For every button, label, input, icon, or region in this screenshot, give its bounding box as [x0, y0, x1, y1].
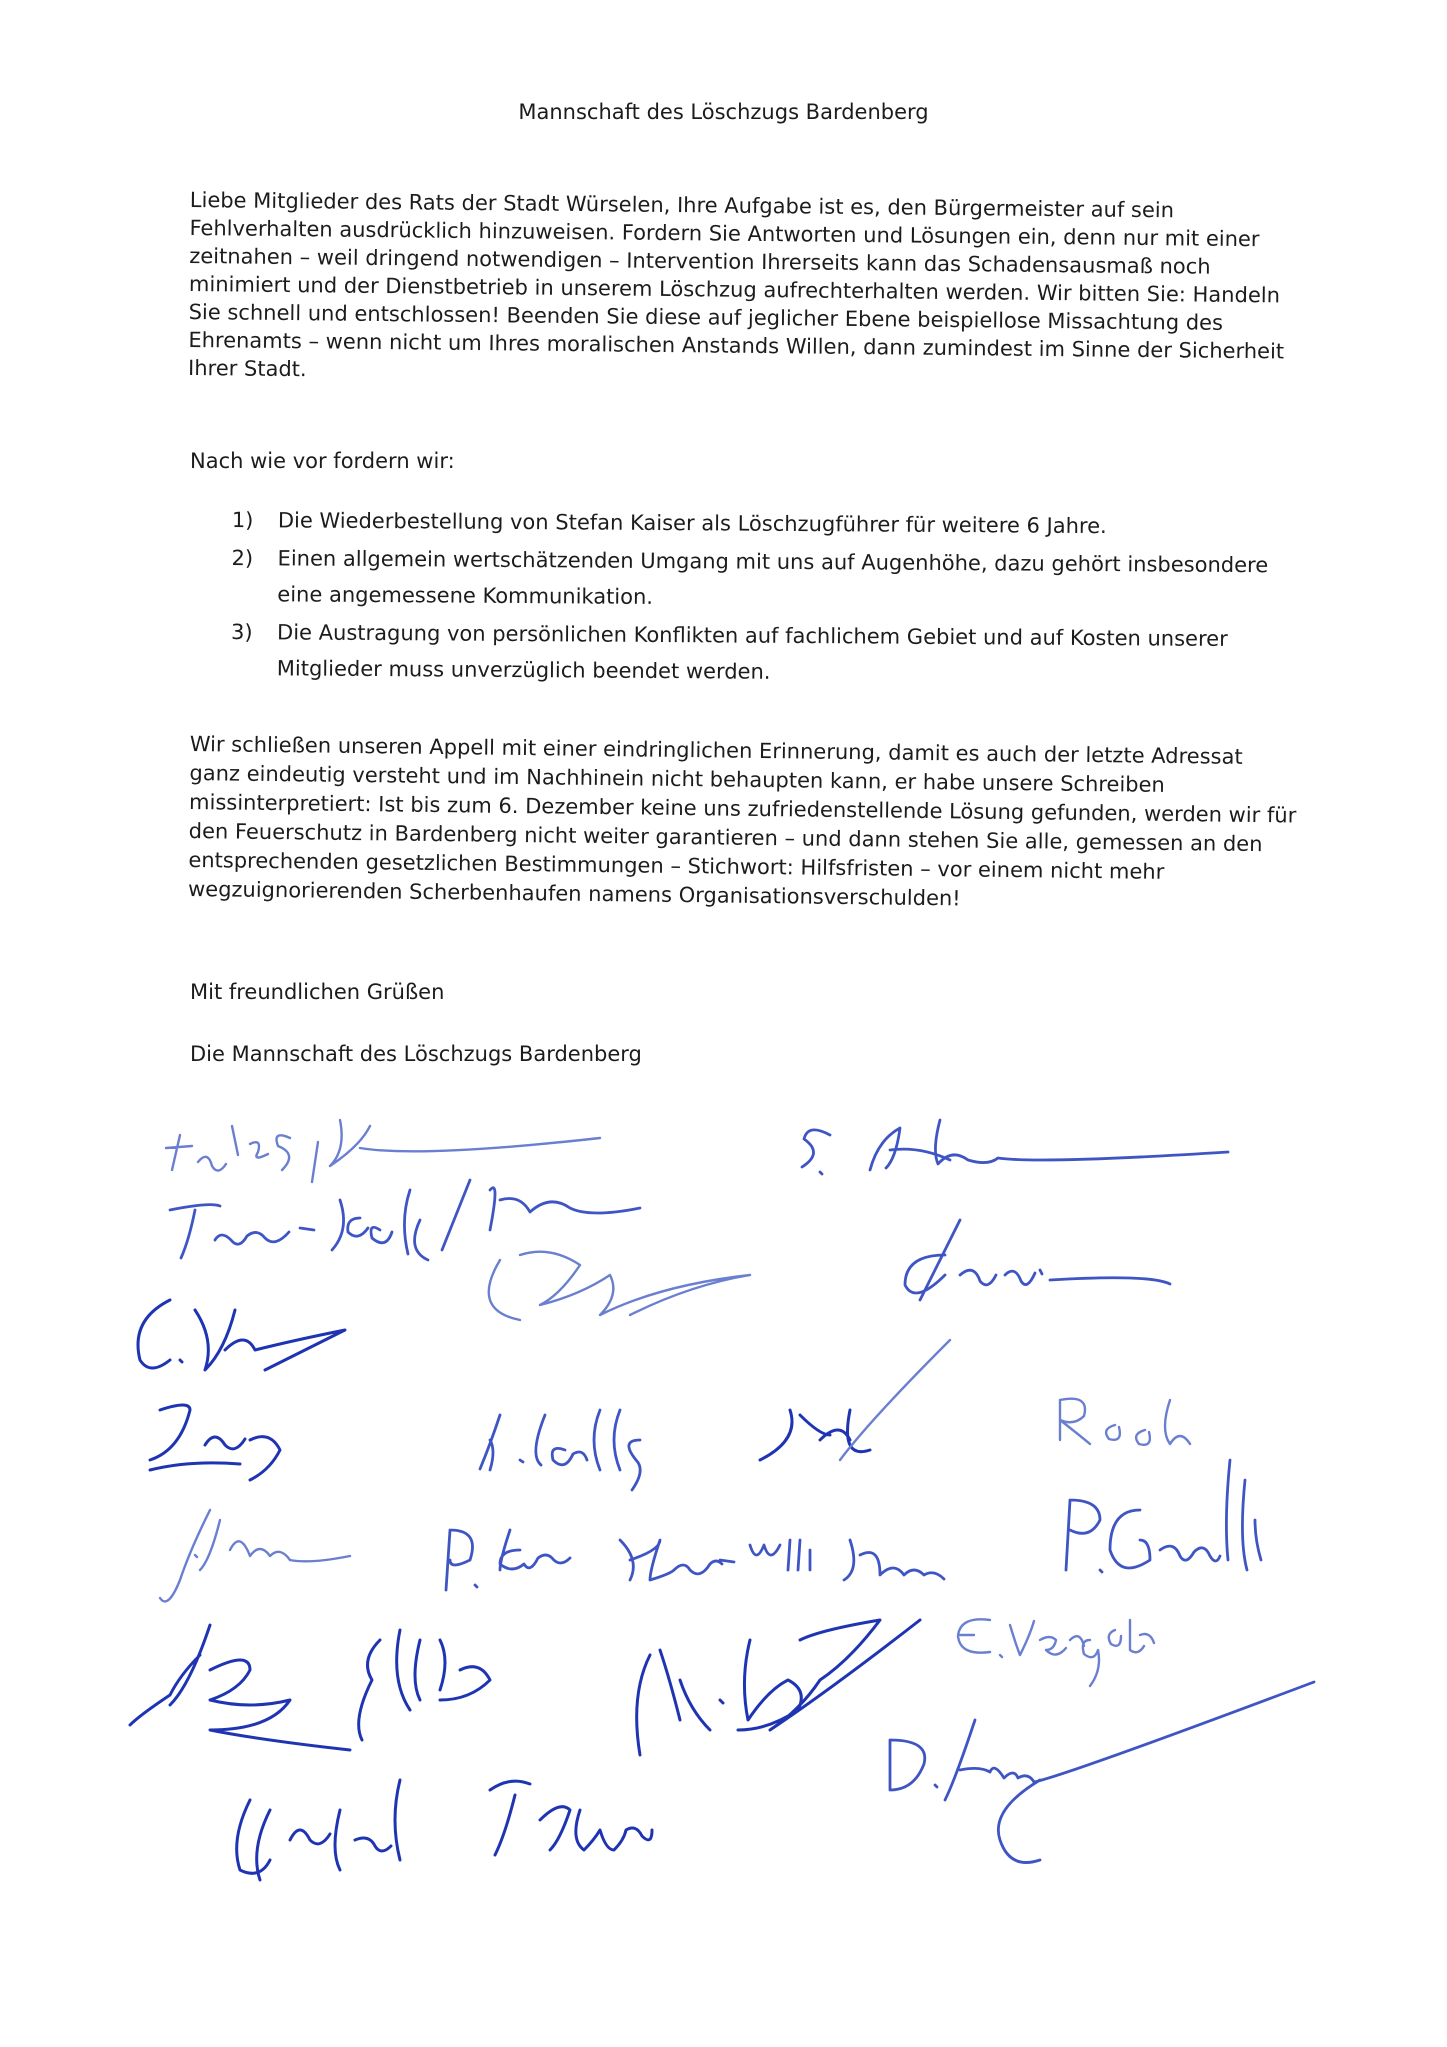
- demand-number: 2): [231, 545, 254, 571]
- signature: [1060, 1399, 1190, 1445]
- demand-item: [232, 502, 1272, 545]
- signature: [446, 1530, 570, 1590]
- signature: [166, 1120, 600, 1182]
- signatures-block: [0, 1080, 1447, 1900]
- demand-text: Die Austragung von persönlichen Konflikten auf fachlichem Gebiet und auf Kosten unserer Mitglieder muss unverzüglich beendet werden.: [276, 620, 1228, 684]
- closing-greeting: Mit freundlichen Grüßen: [190, 980, 445, 1004]
- signature: [637, 1620, 920, 1755]
- signature: [138, 1300, 345, 1370]
- demand-number: 3): [231, 619, 253, 645]
- appeal-paragraph: Wir schließen unseren Appell mit einer eindringlichen Erinnerung, damit es auch der letzte Adressat ganz eindeutig versteht und im Nachhinein nicht behaupten kann, er habe unsere Schreiben missinterpretiert: Ist bis zum 6. Dezember keine uns zufriedenstellende Lösung gefunden, werden wir für den Feuerschutz in Bardenberg nicht weiter garantieren – und dann stehen Sie alle, gemessen an den entsprechenden gesetzlichen Bestimmungen – Stichwort: Hilfsfristen – vor einem nicht mehr wegzuignorierenden Scherbenhaufen namens Organisationsverschulden!: [187, 731, 1297, 911]
- signature: [760, 1340, 950, 1460]
- signature: [905, 1220, 1170, 1300]
- signature: [958, 1619, 1154, 1686]
- intro-paragraph: Liebe Mitglieder des Rats der Stadt Würselen, Ihre Aufgabe ist es, den Bürgermeister auf sein Fehlverhalten ausdrücklich hinzuweisen. Fordern Sie Antworten und Lösungen ein, denn nur mit einer zeitnahen – weil dringend notwendigen – Intervention Ihrerseits kann das Schadensausmaß noch minimiert und der Dienstbetrieb in unserem Löschzug aufrechterhalten werden. Wir bitten Sie: Handeln Sie schnell und entschlossen! Beenden Sie diese auf jeglicher Ebene beispiellose Missachtung des Ehrenamts – wenn nicht um Ihres moralischen Anstands Willen, dann zumindest im Sinne der Sicherheit Ihrer Stadt.: [187, 187, 1285, 382]
- demand-item: [231, 614, 1271, 693]
- signature: [480, 1410, 640, 1490]
- letter-heading: Mannschaft des Löschzugs Bardenberg: [518, 100, 929, 124]
- demand-item: [231, 540, 1271, 619]
- signature: [170, 1180, 640, 1260]
- demands-list: [231, 502, 1272, 695]
- signature: [237, 1780, 400, 1880]
- signature: [160, 1510, 350, 1601]
- demands-intro: Nach wie vor fordern wir:: [190, 449, 455, 473]
- signature: [150, 1405, 280, 1480]
- signature: [620, 1540, 944, 1580]
- signature: [1066, 1460, 1261, 1572]
- signature: [130, 1625, 490, 1750]
- demand-text: Die Wiederbestellung von Stefan Kaiser als Löschzugführer für weitere 6 Jahre.: [277, 508, 1107, 539]
- signature: [802, 1120, 1228, 1174]
- demand-text: Einen allgemein wertschätzenden Umgang mit uns auf Augenhöhe, dazu gehört insbesondere eine angemessene Kommunikation.: [277, 546, 1269, 609]
- signature: [890, 1682, 1314, 1863]
- signature: [489, 1252, 750, 1320]
- signature: [490, 1781, 652, 1855]
- demand-number: 1): [231, 507, 254, 533]
- signoff-line: Die Mannschaft des Löschzugs Bardenberg: [190, 1042, 642, 1066]
